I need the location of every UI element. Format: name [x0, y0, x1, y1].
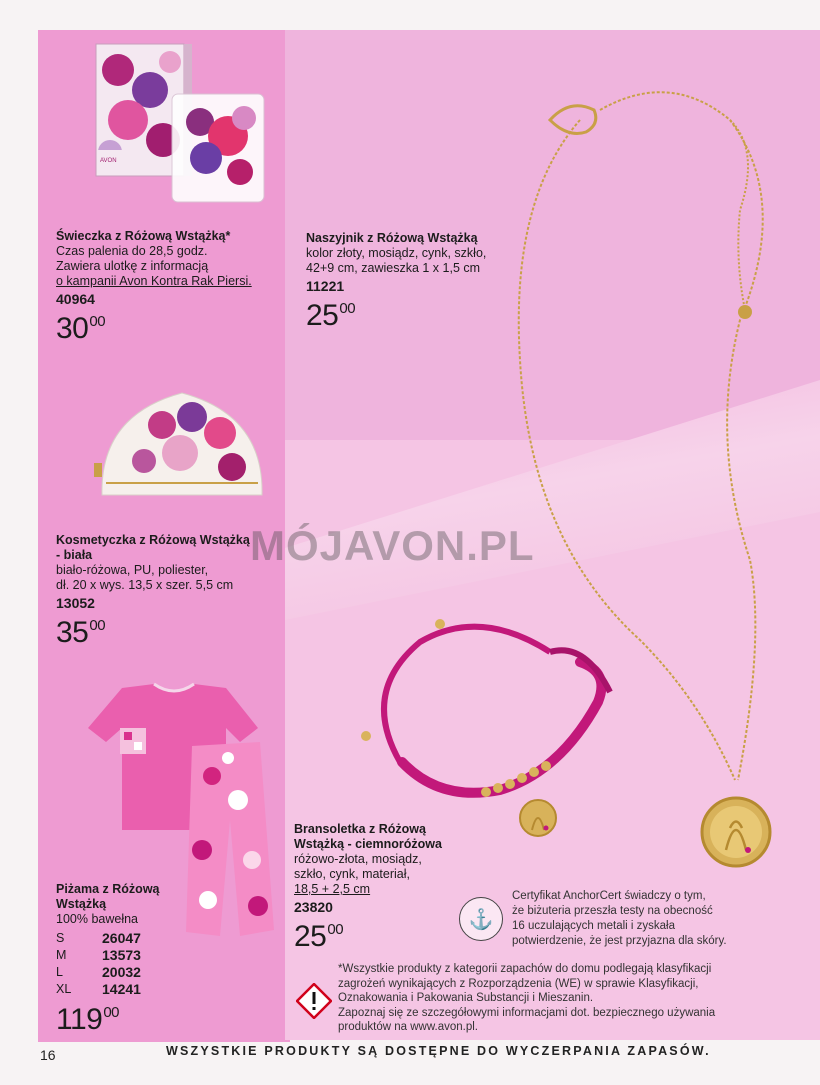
certificate-note: Certyfikat AnchorCert świadczy o tym, że biżuteria przeszła testy na obecność 16 uczulających metali i zyskała potwierdzenie, że jest przyjazna dla skóry.: [512, 890, 727, 947]
product-price: $30^{00}$: [56, 312, 106, 345]
product-code: 13052: [56, 595, 95, 611]
hazard-disclaimer: *Wszystkie produkty z kategorii zapachów do domu podlegają klasyfikacji zagrożeń wynikających z Rozporządzenia (WE) w sprawie Klasyfikacji, Oznakowania i Pakowania Substancji i Mieszanin. Zapoznaj się ze szczegółowymi informacjami dot. bezpiecznego używania produktów na www.avon.pl.: [338, 963, 716, 1033]
product-name: Piżama z Różową: [56, 882, 160, 896]
product-bracelet: [294, 822, 464, 952]
product-name: Bransoletka z Różową: [294, 822, 426, 836]
product-price: $25^{00}$: [294, 920, 344, 953]
product-candle: [56, 229, 286, 344]
product-description: biało-różowa, PU, poliester,: [56, 563, 209, 577]
product-name: Kosmetyczka z Różową Wstążką: [56, 533, 250, 547]
product-name: Naszyjnik z Różową Wstążką: [306, 231, 478, 245]
size-code-table: [56, 930, 141, 998]
watermark: MÓJAVON.PL: [250, 522, 535, 569]
product-description: o kampanii Avon Kontra Rak Piersi.: [56, 274, 252, 288]
product-description: kolor złoty, mosiądz, cynk, szkło,: [306, 246, 487, 260]
product-description: różowo-złota, mosiądz,: [294, 852, 422, 866]
product-description: szkło, cynk, materiał,: [294, 867, 411, 881]
product-description: 100% bawełna: [56, 912, 139, 926]
product-price: $25^{00}$: [306, 299, 356, 332]
anchor-icon: ⚓: [459, 897, 503, 941]
pouch-image: [92, 375, 272, 505]
product-description: Zawiera ulotkę z informacją: [56, 259, 209, 273]
size-row: XL 14241: [56, 981, 141, 997]
product-code: 23820: [294, 899, 333, 915]
product-necklace: [306, 231, 516, 331]
product-pajamas: [56, 882, 196, 1035]
product-price: $119^{00}$: [56, 1003, 120, 1036]
product-code: 11221: [306, 278, 345, 294]
size-row: L 20032: [56, 964, 141, 980]
product-name: Wstążką - ciemnoróżowa: [294, 837, 442, 851]
product-description: Czas palenia do 28,5 godz.: [56, 244, 208, 258]
product-name: Wstążką: [56, 897, 107, 911]
product-description: dł. 20 x wys. 13,5 x szer. 5,5 cm: [56, 578, 234, 592]
size-row: S 26047: [56, 930, 141, 946]
product-description: 18,5 + 2,5 cm: [294, 882, 371, 896]
bracelet-image: [360, 612, 630, 852]
page-number: 16: [40, 1047, 56, 1063]
candle-image: [88, 40, 273, 210]
product-name: - biała: [56, 548, 93, 562]
page-margin: [0, 0, 38, 1085]
hazard-exclamation-icon: [296, 983, 332, 1019]
product-price: $35^{00}$: [56, 616, 106, 649]
size-row: M 13573: [56, 947, 141, 963]
product-code: 40964: [56, 291, 95, 307]
product-description: 42+9 cm, zawieszka 1 x 1,5 cm: [306, 261, 481, 275]
product-name: Świeczka z Różową Wstążką*: [56, 229, 231, 243]
footer-note: WSZYSTKIE PRODUKTY SĄ DOSTĘPNE DO WYCZERPANIA ZAPASÓW.: [166, 1044, 711, 1058]
svg-text:AVON: AVON: [100, 158, 117, 164]
